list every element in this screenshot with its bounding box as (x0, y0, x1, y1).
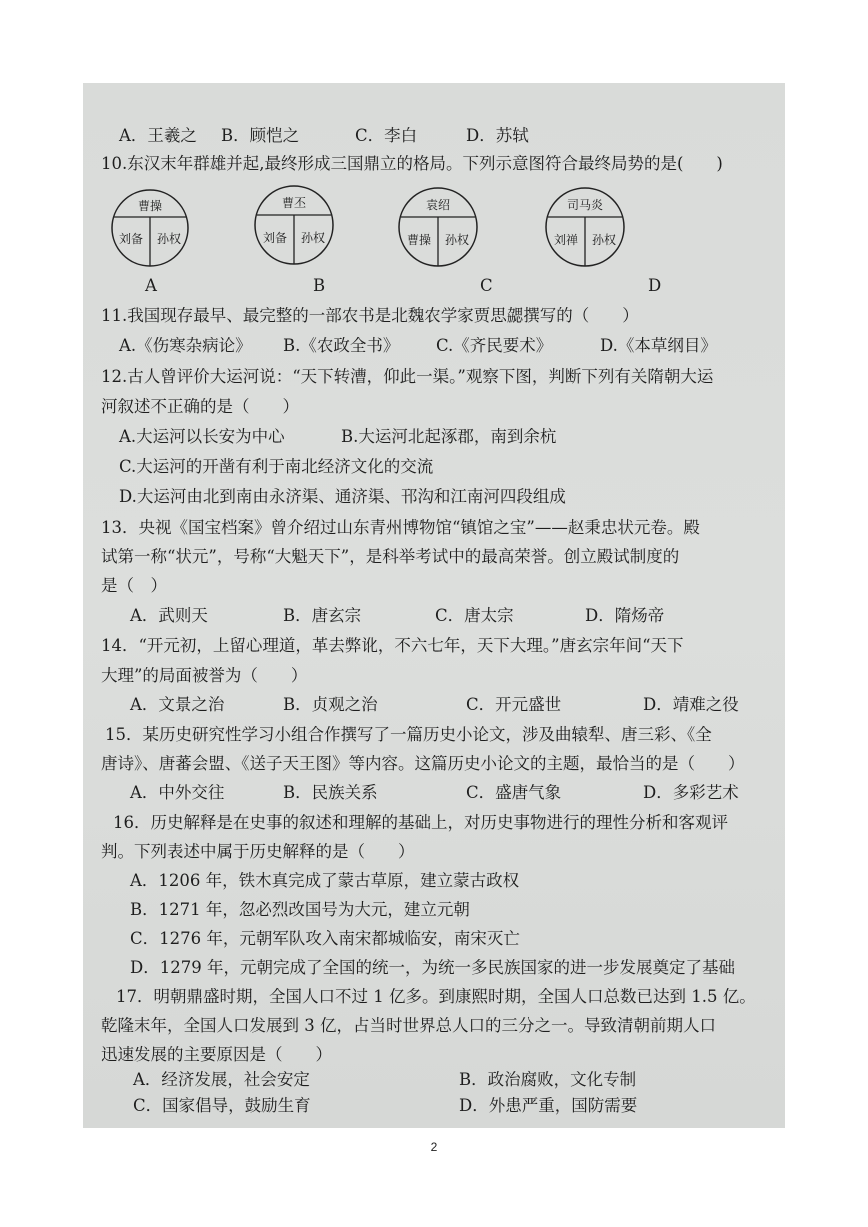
q17-option-b: B．政治腐败，文化专制 (459, 1070, 637, 1089)
diagram-a-letter: A (145, 276, 157, 295)
diagram-b-letter: B (313, 276, 326, 295)
diagram-c-top: 袁绍 (425, 198, 451, 212)
q14-option-b: B．贞观之治 (283, 695, 378, 714)
q17-option-a: A．经济发展，社会安定 (133, 1070, 310, 1089)
q15-option-b: B．民族关系 (283, 783, 378, 802)
diagram-c-letter: C (480, 276, 493, 295)
q16-stem-line2: 判。下列表述中属于历史解释的是（ ） (101, 842, 415, 861)
q13-option-c: C．唐太宗 (435, 606, 514, 625)
diagram-b-right: 孙权 (300, 231, 326, 245)
q13-stem-line3: 是（ ） (101, 576, 167, 595)
q9-option-d: D．苏轼 (466, 126, 529, 145)
q17-option-c: C．国家倡导，鼓励生育 (133, 1096, 311, 1115)
diagram-d-top: 司马炎 (566, 198, 604, 212)
q9-option-a: A．王羲之 (119, 126, 197, 145)
q14-option-c: C．开元盛世 (466, 695, 562, 714)
q17-option-d: D．外患严重，国防需要 (459, 1096, 638, 1115)
q11-option-b: B.《农政全书》 (283, 336, 400, 355)
diagram-d-right: 孙权 (591, 233, 617, 247)
q11-option-c: C.《齐民要术》 (436, 336, 553, 355)
diagram-b-top: 曹丕 (281, 196, 307, 210)
q17-stem-line1: 17．明朝鼎盛时期，全国人口不过 1 亿多。到康熙时期，全国人口总数已达到 1.5 亿。 (116, 987, 756, 1006)
q15-stem-line1: 15．某历史研究性学习小组合作撰写了一篇历史小论文，涉及曲辕犁、唐三彩、《全 (105, 725, 712, 744)
q17-stem-line3: 迅速发展的主要原因是（ ） (101, 1045, 332, 1064)
q16-option-b: B．1271 年，忽必烈改国号为大元，建立元朝 (130, 900, 470, 919)
diagram-c-left: 曹操 (406, 233, 432, 247)
q9-option-b: B．顾恺之 (221, 126, 300, 145)
q12-stem-line1: 12.古人曾评价大运河说：“天下转漕，仰此一渠。”观察下图，判断下列有关隋朝大运 (101, 367, 714, 386)
q12-option-c: C.大运河的开凿有利于南北经济文化的交流 (119, 457, 434, 476)
q11-stem: 11.我国现存最早、最完整的一部农书是北魏农学家贾思勰撰写的（ ） (101, 306, 639, 325)
q12-option-d: D.大运河由北到南由永济渠、通济渠、邗沟和江南河四段组成 (119, 487, 566, 506)
q12-option-b: B.大运河北起涿郡，南到余杭 (341, 427, 557, 446)
diagram-c-right: 孙权 (444, 233, 470, 247)
diagram-a (109, 187, 191, 269)
q13-option-d: D．隋炀帝 (585, 606, 665, 625)
q13-option-a: A．武则天 (130, 606, 208, 625)
diagram-b-left: 刘备 (262, 231, 288, 245)
diagram-c (397, 185, 479, 269)
q15-option-a: A．中外交往 (130, 783, 225, 802)
diagram-a-right: 孙权 (156, 232, 182, 246)
q10-stem: 10.东汉末年群雄并起,最终形成三国鼎立的格局。下列示意图符合最终局势的是( ) (101, 154, 723, 173)
q9-option-c: C．李白 (355, 126, 418, 145)
diagram-d-letter: D (648, 276, 662, 295)
diagram-d (544, 185, 626, 269)
q14-stem-line2: 大理”的局面被誉为（ ） (101, 666, 308, 685)
q16-stem-line1: 16．历史解释是在史事的叙述和理解的基础上，对历史事物进行的理性分析和客观评 (113, 813, 728, 832)
q17-stem-line2: 乾隆末年，全国人口发展到 3 亿，占当时世界总人口的三分之一。导致清朝前期人口 (101, 1016, 716, 1035)
q15-option-c: C．盛唐气象 (466, 783, 562, 802)
q15-option-d: D．多彩艺术 (643, 783, 739, 802)
diagram-a-top: 曹操 (137, 199, 163, 213)
q16-option-a: A．1206 年，铁木真完成了蒙古草原，建立蒙古政权 (130, 871, 520, 890)
page-number: 2 (430, 1140, 438, 1154)
diagram-d-left: 刘禅 (553, 233, 579, 247)
q13-stem-line2: 试第一称“状元”，号称“大魁天下”，是科举考试中的最高荣誉。创立殿试制度的 (101, 547, 680, 566)
diagram-b (253, 183, 335, 267)
q12-option-a: A.大运河以长安为中心 (119, 427, 285, 446)
q12-stem-line2: 河叙述不正确的是（ ） (101, 397, 299, 416)
q13-option-b: B．唐玄宗 (283, 606, 362, 625)
photographed-exam-page (83, 83, 785, 1128)
q11-option-d: D.《本草纲目》 (600, 336, 717, 355)
diagram-a-left: 刘备 (118, 232, 144, 246)
q16-option-d: D．1279 年，元朝完成了全国的统一，为统一多民族国家的进一步发展奠定了基础 (130, 958, 735, 977)
q11-option-a: A.《伤寒杂病论》 (119, 336, 252, 355)
q15-stem-line2: 唐诗》、唐蕃会盟、《送子天王图》等内容。这篇历史小论文的主题，最恰当的是（ ） (101, 754, 745, 773)
q16-option-c: C．1276 年，元朝军队攻入南宋都城临安，南宋灭亡 (130, 929, 520, 948)
q14-option-a: A．文景之治 (130, 695, 225, 714)
q13-stem-line1: 13．央视《国宝档案》曾介绍过山东青州博物馆“镇馆之宝”——赵秉忠状元卷。殿 (101, 518, 700, 537)
q14-stem-line1: 14．“开元初，上留心理道，革去弊讹，不六七年，天下大理。”唐玄宗年间“天下 (101, 636, 684, 655)
q14-option-d: D．靖难之役 (643, 695, 739, 714)
